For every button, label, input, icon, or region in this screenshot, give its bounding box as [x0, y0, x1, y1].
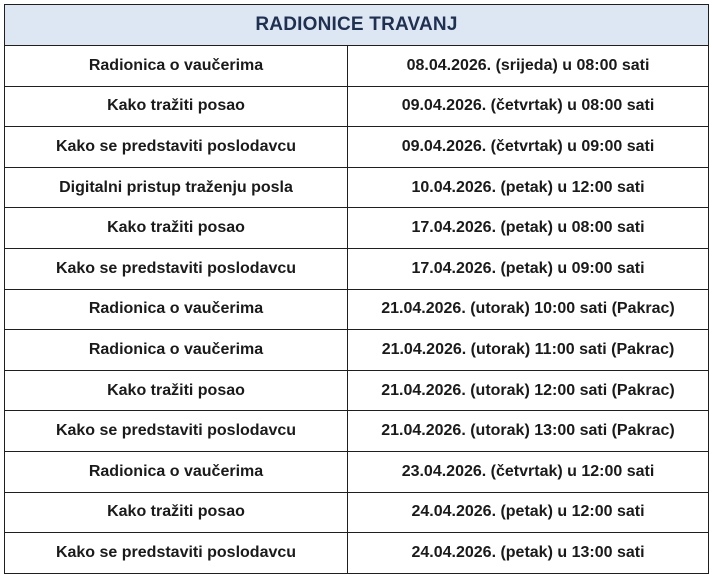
workshop-datetime-cell: 21.04.2026. (utorak) 12:00 sati (Pakrac) [348, 370, 709, 411]
workshop-datetime-cell: 09.04.2026. (četvrtak) u 09:00 sati [348, 127, 709, 168]
table-row [5, 451, 709, 492]
workshop-name-cell: Radionica o vaučerima [5, 330, 348, 371]
workshop-name-cell: Radionica o vaučerima [5, 451, 348, 492]
workshop-datetime-cell: 17.04.2026. (petak) u 09:00 sati [348, 248, 709, 289]
workshop-name-cell: Kako se predstaviti poslodavcu [5, 411, 348, 452]
workshop-name-cell: Kako tražiti posao [5, 86, 348, 127]
schedule-container [4, 4, 708, 574]
workshop-datetime-cell: 17.04.2026. (petak) u 08:00 sati [348, 208, 709, 249]
table-row [5, 289, 709, 330]
workshop-name-cell: Radionica o vaučerima [5, 46, 348, 87]
workshop-datetime-cell: 24.04.2026. (petak) u 12:00 sati [348, 492, 709, 533]
workshop-datetime-cell: 10.04.2026. (petak) u 12:00 sati [348, 167, 709, 208]
workshop-name-cell: Kako tražiti posao [5, 208, 348, 249]
workshop-name-cell: Radionica o vaučerima [5, 289, 348, 330]
table-row [5, 167, 709, 208]
workshop-datetime-cell: 24.04.2026. (petak) u 13:00 sati [348, 533, 709, 574]
table-row [5, 411, 709, 452]
table-row [5, 492, 709, 533]
table-title: RADIONICE TRAVANJ [5, 5, 709, 46]
schedule-rows [5, 46, 709, 574]
workshop-datetime-cell: 08.04.2026. (srijeda) u 08:00 sati [348, 46, 709, 87]
workshop-datetime-cell: 21.04.2026. (utorak) 11:00 sati (Pakrac) [348, 330, 709, 371]
workshop-name-cell: Kako se predstaviti poslodavcu [5, 248, 348, 289]
workshop-name-cell: Digitalni pristup traženju posla [5, 167, 348, 208]
table-row [5, 330, 709, 371]
table-title-row [5, 5, 709, 46]
workshop-datetime-cell: 21.04.2026. (utorak) 13:00 sati (Pakrac) [348, 411, 709, 452]
table-row [5, 370, 709, 411]
table-row [5, 127, 709, 168]
workshop-datetime-cell: 23.04.2026. (četvrtak) u 12:00 sati [348, 451, 709, 492]
workshop-name-cell: Kako se predstaviti poslodavcu [5, 127, 348, 168]
table-row [5, 46, 709, 87]
table-row [5, 86, 709, 127]
workshop-datetime-cell: 21.04.2026. (utorak) 10:00 sati (Pakrac) [348, 289, 709, 330]
table-row [5, 533, 709, 574]
workshop-datetime-cell: 09.04.2026. (četvrtak) u 08:00 sati [348, 86, 709, 127]
workshop-name-cell: Kako tražiti posao [5, 492, 348, 533]
workshop-name-cell: Kako tražiti posao [5, 370, 348, 411]
table-row [5, 208, 709, 249]
workshop-name-cell: Kako se predstaviti poslodavcu [5, 533, 348, 574]
workshop-schedule-table [4, 4, 709, 574]
table-row [5, 248, 709, 289]
